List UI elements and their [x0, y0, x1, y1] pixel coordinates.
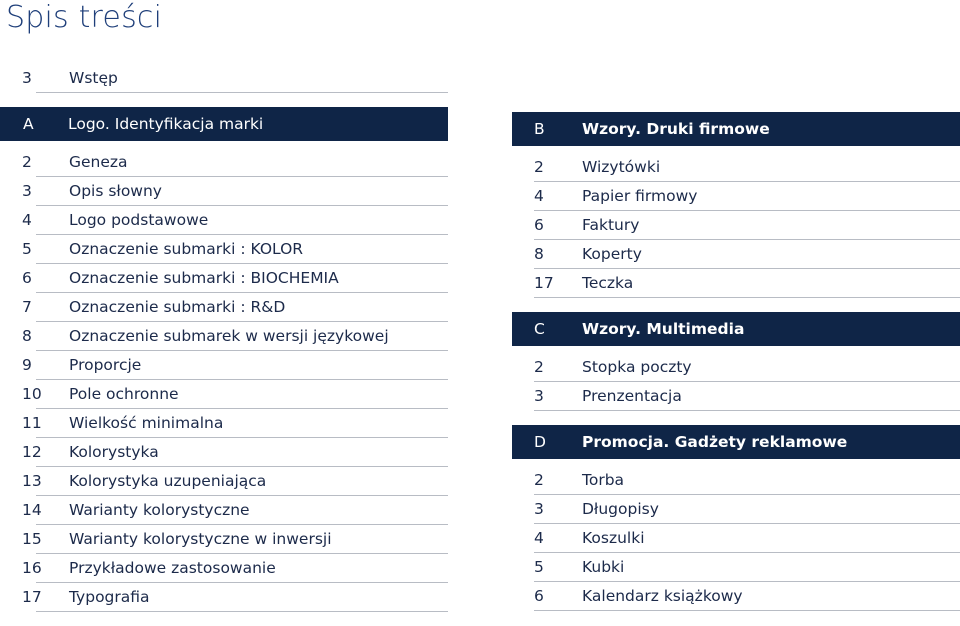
- entry-label: Opis słowny: [69, 182, 162, 200]
- entry-label: Wstęp: [69, 69, 118, 87]
- toc-entry[interactable]: [22, 148, 448, 177]
- page-number: 2: [534, 158, 544, 176]
- entry-label: Przykładowe zastosowanie: [69, 559, 276, 577]
- section-d-list: [512, 466, 960, 611]
- section-header-a[interactable]: [0, 107, 448, 141]
- entry-label: Oznaczenie submarek w wersji językowej: [69, 327, 389, 345]
- page-number: 13: [22, 472, 42, 490]
- page-number: 8: [22, 327, 32, 345]
- entry-label: Prenzentacja: [582, 387, 682, 405]
- toc-entry[interactable]: [22, 322, 448, 351]
- entry-label: Papier firmowy: [582, 187, 698, 205]
- toc-entry[interactable]: [534, 353, 960, 382]
- toc-entry[interactable]: [22, 177, 448, 206]
- toc-entry[interactable]: [534, 553, 960, 582]
- entry-label: Faktury: [582, 216, 640, 234]
- section-title: Wzory. Multimedia: [582, 320, 745, 338]
- page-number: 6: [22, 269, 32, 287]
- section-header-b[interactable]: [512, 112, 960, 146]
- page-number: 3: [22, 182, 32, 200]
- entry-label: Geneza: [69, 153, 128, 171]
- toc-column-right: [512, 112, 960, 611]
- entry-label: Typografia: [69, 588, 150, 606]
- page-number: 10: [22, 385, 42, 403]
- toc-entry[interactable]: [22, 264, 448, 293]
- page-number: 8: [534, 245, 544, 263]
- entry-label: Teczka: [582, 274, 634, 292]
- toc-entry[interactable]: [534, 269, 960, 298]
- toc-entry[interactable]: [534, 466, 960, 495]
- toc-entry[interactable]: [22, 438, 448, 467]
- entry-label: Wizytówki: [582, 158, 661, 176]
- entry-label: Torba: [582, 471, 625, 489]
- entry-label: Koperty: [582, 245, 642, 263]
- page-number: 7: [22, 298, 32, 316]
- toc-entry[interactable]: [534, 524, 960, 553]
- page-number: 2: [534, 358, 544, 376]
- entry-label: Kolorystyka: [69, 443, 159, 461]
- page-number: 12: [22, 443, 42, 461]
- page-number: 4: [534, 529, 544, 547]
- entry-label: Koszulki: [582, 529, 645, 547]
- entry-label: Oznaczenie submarki : KOLOR: [69, 240, 304, 258]
- toc-entry[interactable]: [22, 206, 448, 235]
- toc-entry[interactable]: [534, 240, 960, 269]
- page-number: 14: [22, 501, 42, 519]
- section-title: Wzory. Druki firmowe: [582, 120, 770, 138]
- toc-entry[interactable]: [534, 153, 960, 182]
- toc-entry[interactable]: [534, 382, 960, 411]
- page-number: 9: [22, 356, 32, 374]
- page-number: 15: [22, 530, 42, 548]
- page-number: 3: [534, 387, 544, 405]
- page-number: 3: [22, 69, 32, 87]
- page-title: Spis treści: [6, 0, 163, 35]
- entry-label: Kubki: [582, 558, 625, 576]
- toc-entry[interactable]: [22, 380, 448, 409]
- entry-label: Proporcje: [69, 356, 142, 374]
- toc-entry[interactable]: [22, 351, 448, 380]
- toc-entry[interactable]: [534, 211, 960, 240]
- entry-label: Oznaczenie submarki : R&D: [69, 298, 286, 316]
- toc-entry[interactable]: [22, 409, 448, 438]
- toc-entry-intro[interactable]: [22, 64, 448, 93]
- page-number: 3: [534, 500, 544, 518]
- entry-label: Oznaczenie submarki : BIOCHEMIA: [69, 269, 339, 287]
- page-number: 6: [534, 587, 544, 605]
- entry-label: Kalendarz książkowy: [582, 587, 743, 605]
- toc-entry[interactable]: [22, 525, 448, 554]
- section-letter: B: [534, 120, 545, 138]
- toc-entry[interactable]: [22, 583, 448, 612]
- toc-entry[interactable]: [22, 554, 448, 583]
- page-number: 6: [534, 216, 544, 234]
- toc-entry[interactable]: [22, 496, 448, 525]
- entry-label: Wielkość minimalna: [69, 414, 224, 432]
- section-letter: D: [534, 433, 546, 451]
- toc-entry[interactable]: [22, 293, 448, 322]
- page-number: 4: [22, 211, 32, 229]
- section-a-list: [0, 148, 448, 612]
- entry-label: Logo podstawowe: [69, 211, 209, 229]
- page-number: 2: [22, 153, 32, 171]
- page-number: 2: [534, 471, 544, 489]
- page-number: 11: [22, 414, 42, 432]
- page-number: 5: [534, 558, 544, 576]
- toc-entry[interactable]: [22, 235, 448, 264]
- page-number: 4: [534, 187, 544, 205]
- entry-label: Długopisy: [582, 500, 659, 518]
- page-number: 17: [534, 274, 554, 292]
- toc-entry[interactable]: [22, 467, 448, 496]
- section-b-list: [512, 153, 960, 298]
- section-c-list: [512, 353, 960, 411]
- entry-label: Warianty kolorystyczne: [69, 501, 250, 519]
- section-header-d[interactable]: [512, 425, 960, 459]
- section-letter: C: [534, 320, 545, 338]
- page-number: 5: [22, 240, 32, 258]
- entry-label: Stopka poczty: [582, 358, 692, 376]
- entry-label: Kolorystyka uzupeniająca: [69, 472, 267, 490]
- page-number: 17: [22, 588, 42, 606]
- toc-entry[interactable]: [534, 182, 960, 211]
- page-number: 16: [22, 559, 42, 577]
- entry-label: Warianty kolorystyczne w inwersji: [69, 530, 332, 548]
- section-header-c[interactable]: [512, 312, 960, 346]
- entry-label: Pole ochronne: [69, 385, 179, 403]
- toc-entry[interactable]: [534, 582, 960, 611]
- section-title: Logo. Identyfikacja marki: [68, 115, 264, 133]
- section-title: Promocja. Gadżety reklamowe: [582, 433, 848, 451]
- section-letter: A: [23, 115, 34, 133]
- toc-entry[interactable]: [534, 495, 960, 524]
- toc-column-left: [0, 64, 448, 612]
